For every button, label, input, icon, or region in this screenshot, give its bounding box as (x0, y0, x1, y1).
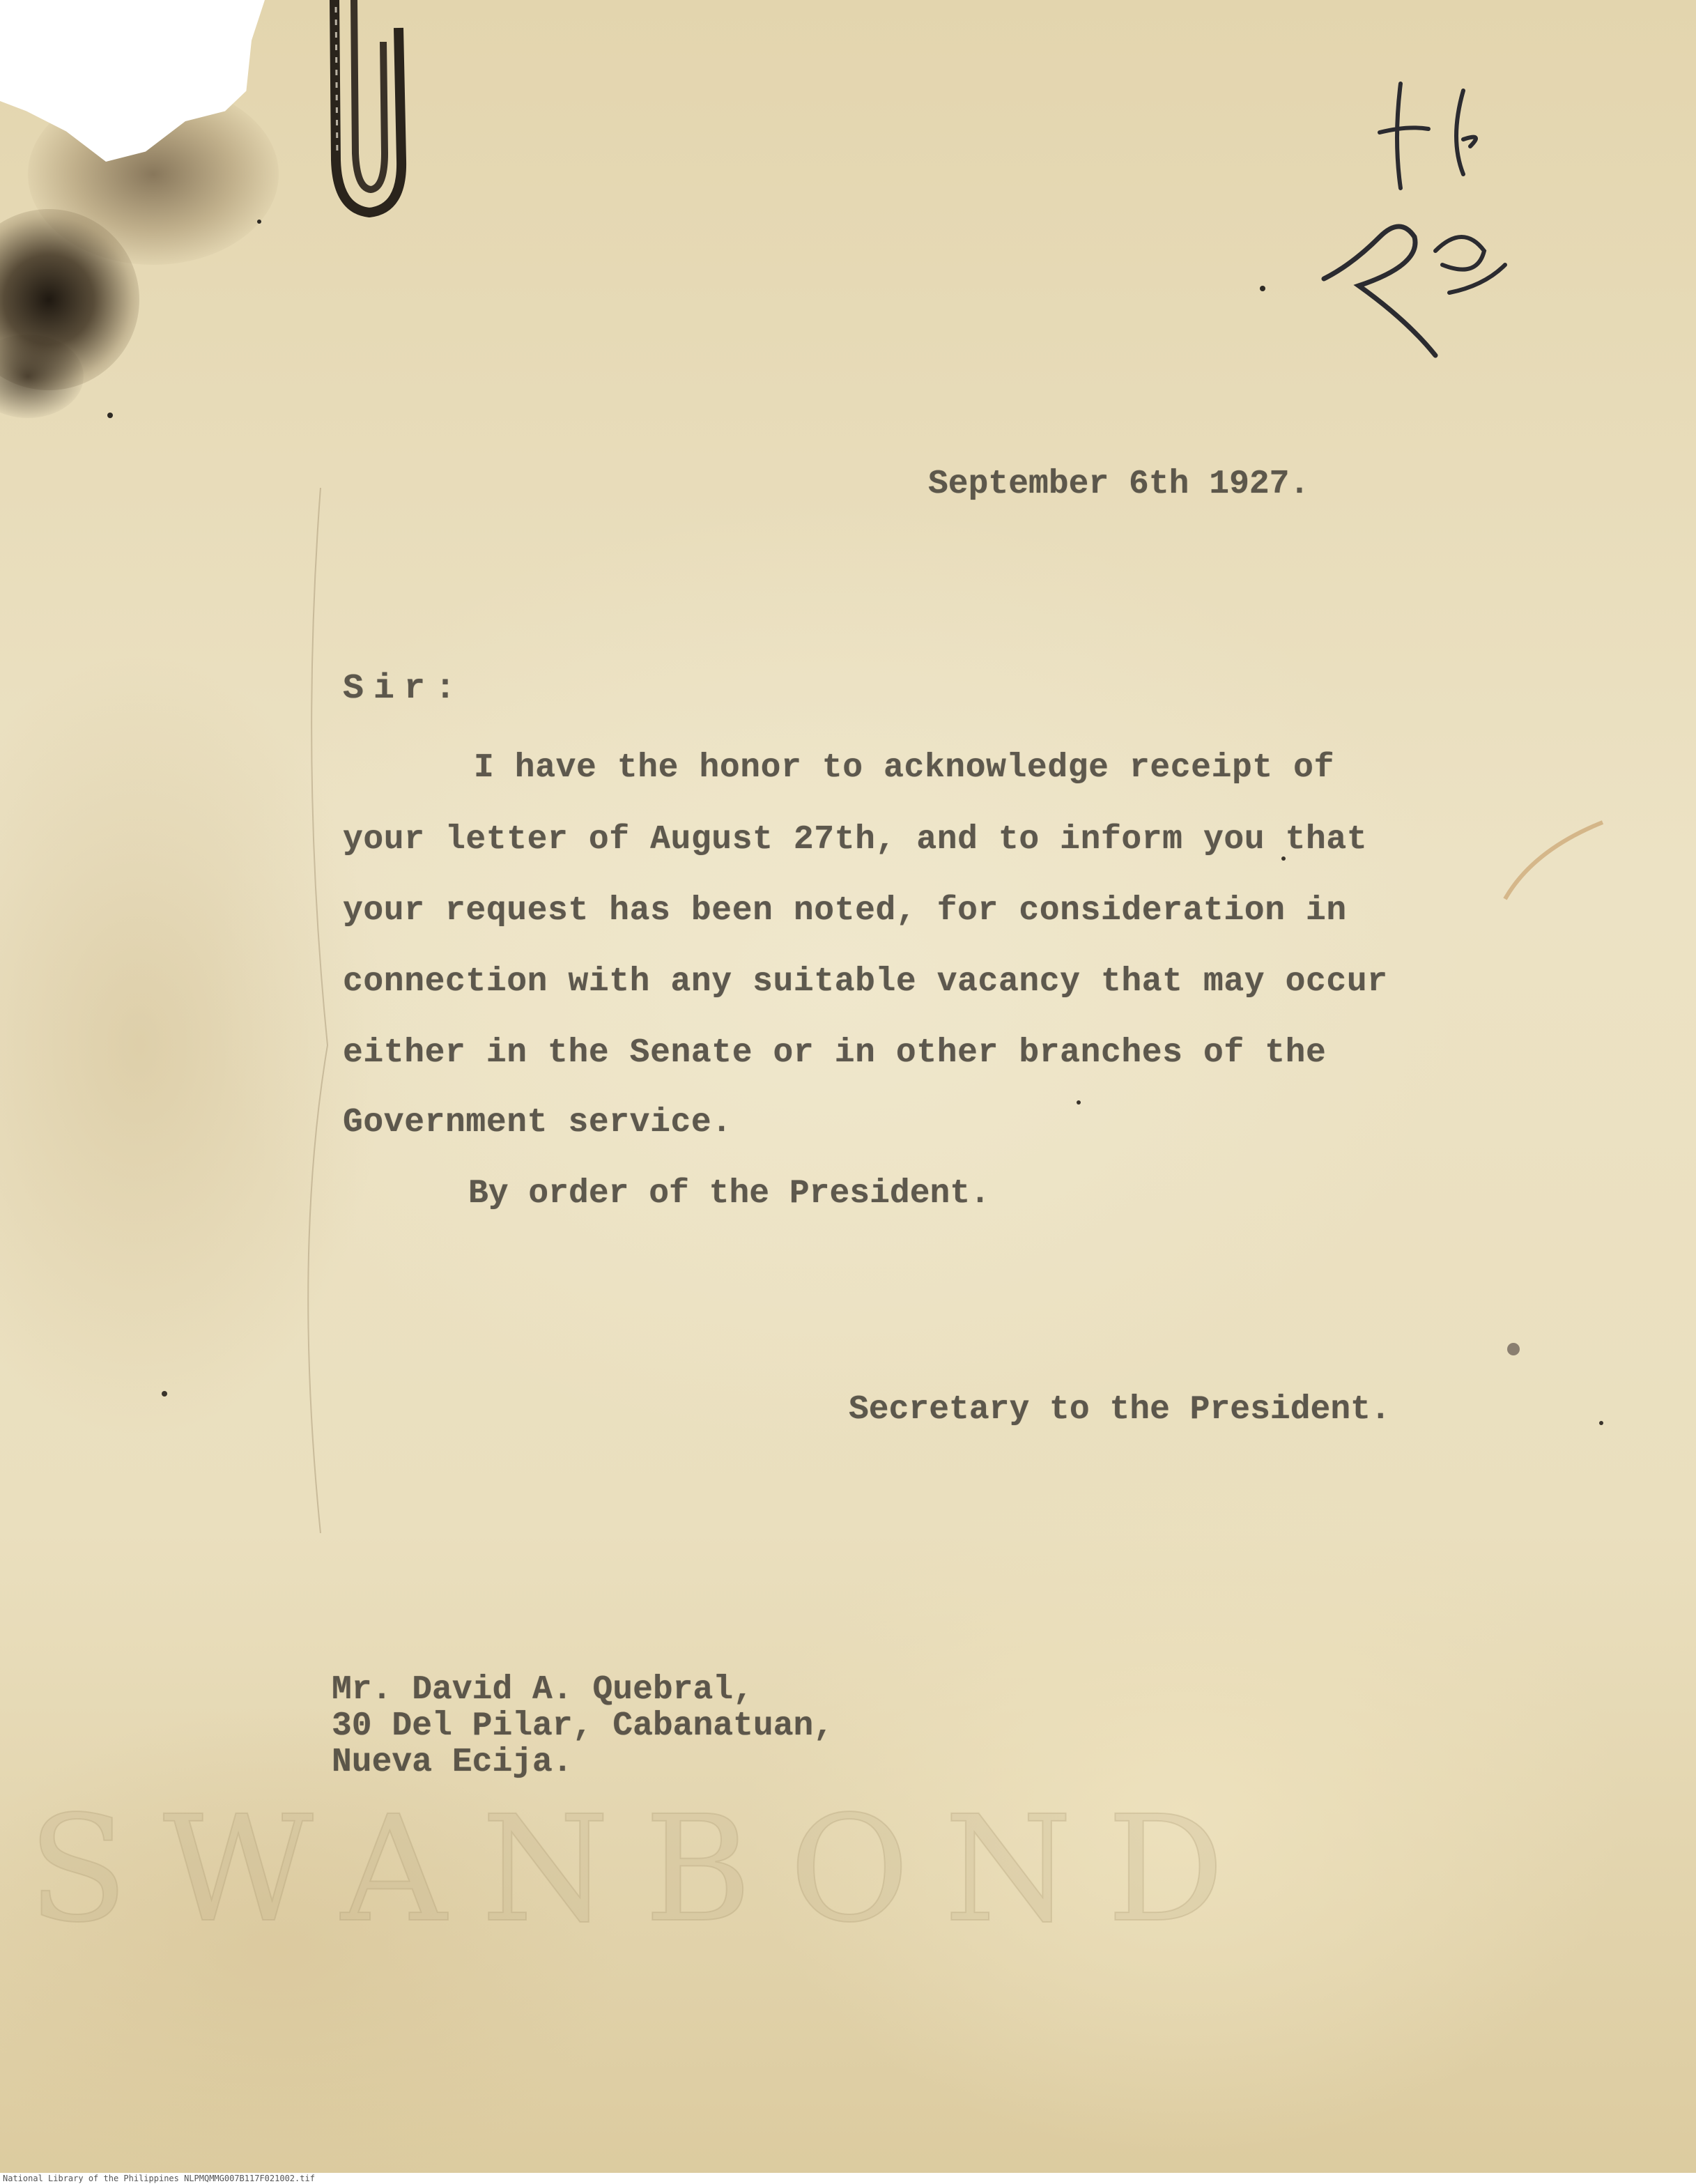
body-line: connection with any suitable vacancy that may occur (343, 963, 1388, 1001)
archive-footer: National Library of the Philippines NLPMQMMG007B117F021002.tif (0, 2173, 1696, 2184)
addressee-line: Nueva Ecija. (332, 1744, 573, 1781)
body-line: either in the Senate or in other branches of the (343, 1034, 1327, 1072)
signature-title: Secretary to the President. (849, 1391, 1391, 1429)
body-line: your request has been noted, for consideration in (343, 892, 1347, 930)
paper-watermark: SWANBOND (28, 1784, 1260, 1955)
letter-date: September 6th 1927. (928, 466, 1310, 503)
addressee-line: 30 Del Pilar, Cabanatuan, (332, 1707, 834, 1745)
body-line: Government service. (343, 1104, 732, 1141)
addressee-line: Mr. David A. Quebral, (332, 1671, 753, 1709)
body-line: I have the honor to acknowledge receipt of (474, 749, 1334, 787)
body-line: your letter of August 27th, and to inform you that (343, 821, 1368, 859)
closing-line: By order of the President. (468, 1175, 990, 1213)
salutation: Sir: (343, 669, 466, 709)
